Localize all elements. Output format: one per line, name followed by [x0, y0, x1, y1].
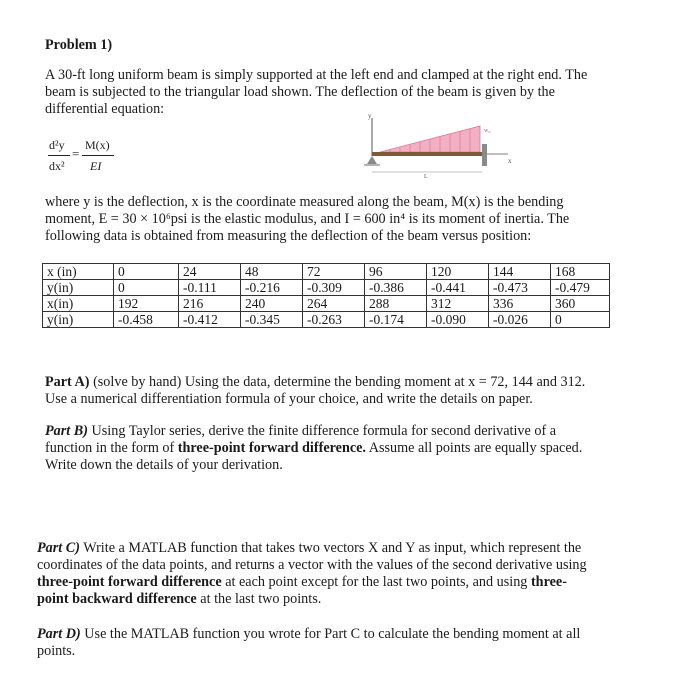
- part-d-line-2: points.: [37, 643, 76, 659]
- table-cell: 0: [114, 264, 179, 280]
- table-cell: 144: [489, 264, 551, 280]
- table-cell: -0.473: [489, 280, 551, 296]
- part-b-line-2-pre: function in the form of: [45, 440, 178, 456]
- description-line-2: moment, E = 30 × 10⁶psi is the elastic modulus, and I = 600 in⁴ is its moment of inertia. The: [45, 211, 570, 227]
- description-line-1: where y is the deflection, x is the coordinate measured along the beam, M(x) is the bending: [45, 194, 564, 210]
- table-cell: -0.345: [241, 312, 303, 328]
- part-c-line-3-bold-2: three-: [530, 574, 567, 590]
- part-b-line-3: Write down the details of your derivation.: [45, 457, 283, 473]
- table-cell: 192: [114, 296, 179, 312]
- table-cell: 312: [427, 296, 489, 312]
- length-label: L: [424, 174, 428, 180]
- table-cell: 0: [551, 312, 610, 328]
- y-axis-label: y: [368, 112, 372, 120]
- part-d-line-1: Use the MATLAB function you wrote for Part C to calculate the bending moment at all: [80, 626, 581, 642]
- table-cell: -0.026: [489, 312, 551, 328]
- part-a-line-2: Use a numerical differentiation formula of your choice, and write the details on paper.: [45, 391, 533, 407]
- row-label: x(in): [43, 296, 114, 312]
- table-cell: 288: [365, 296, 427, 312]
- table-cell: -0.174: [365, 312, 427, 328]
- row-label: x (in): [43, 264, 114, 280]
- data-table: [42, 263, 610, 328]
- part-c-line-4-post: at the last two points.: [196, 591, 322, 607]
- table-cell: 96: [365, 264, 427, 280]
- problem-title: Problem 1): [45, 37, 113, 53]
- table-cell: 240: [241, 296, 303, 312]
- table-cell: 360: [551, 296, 610, 312]
- part-c-line-4-bold: point backward difference: [37, 591, 197, 607]
- load-label: w₀: [484, 128, 491, 134]
- beam-figure: [358, 108, 518, 188]
- part-d-label: Part D): [37, 626, 81, 642]
- table-cell: 0: [114, 280, 179, 296]
- eq-sign: =: [72, 146, 80, 161]
- description-line-3: following data is obtained from measuring the deflection of the beam versus position:: [45, 228, 532, 244]
- table-row: [43, 312, 610, 328]
- part-d: [37, 626, 580, 660]
- table-cell: 48: [241, 264, 303, 280]
- eq-lhs-numerator: d²y: [49, 138, 65, 152]
- part-c-line-2: coordinates of the data points, and returns a vector with the values of the second derivative using: [37, 557, 587, 573]
- table-cell: 72: [303, 264, 365, 280]
- part-c-line-3-bold-1: three-point forward difference: [37, 574, 222, 590]
- row-label: y(in): [43, 312, 114, 328]
- intro-line-3: differential equation:: [45, 101, 165, 117]
- intro-line-1: A 30-ft long uniform beam is simply supported at the left end and clamped at the right end. The: [45, 67, 588, 83]
- part-b-line-2-post: Assume all points are equally spaced.: [365, 440, 583, 456]
- part-c: [37, 540, 587, 608]
- table-cell: -0.441: [427, 280, 489, 296]
- table-cell: -0.090: [427, 312, 489, 328]
- part-c-line-1: Write a MATLAB function that takes two vectors X and Y as input, which represent the: [79, 540, 582, 556]
- eq-rhs-numerator: M(x): [85, 138, 110, 152]
- part-b-label: Part B): [45, 423, 88, 439]
- part-b-line-2-bold: three-point forward difference.: [177, 440, 366, 456]
- table-cell: -0.386: [365, 280, 427, 296]
- part-b: [45, 423, 582, 474]
- eq-lhs-denominator: dx²: [49, 159, 65, 173]
- table-cell: -0.479: [551, 280, 610, 296]
- table-cell: 120: [427, 264, 489, 280]
- part-a: [45, 374, 585, 408]
- intro-line-2: beam is subjected to the triangular load shown. The deflection of the beam is given by the: [45, 84, 555, 100]
- part-c-line-3-mid: at each point except for the last two points, and using: [221, 574, 531, 590]
- table-cell: -0.216: [241, 280, 303, 296]
- row-label: y(in): [43, 280, 114, 296]
- table-cell: -0.458: [114, 312, 179, 328]
- x-axis-label: x: [508, 157, 512, 165]
- table-cell: -0.263: [303, 312, 365, 328]
- part-c-label: Part C): [37, 540, 80, 556]
- table-cell: 24: [179, 264, 241, 280]
- eq-rhs-denominator: EI: [90, 159, 102, 173]
- part-b-line-1: Using Taylor series, derive the finite difference formula for second derivative of a: [87, 423, 557, 439]
- table-cell: -0.412: [179, 312, 241, 328]
- table-cell: 216: [179, 296, 241, 312]
- part-a-label: Part A): [45, 374, 90, 390]
- table-cell: 264: [303, 296, 365, 312]
- table-row: [43, 280, 610, 296]
- part-a-line-1: (solve by hand) Using the data, determine the bending moment at x = 72, 144 and 312.: [89, 374, 586, 390]
- table-cell: 336: [489, 296, 551, 312]
- description-paragraph: [45, 194, 569, 245]
- table-cell: 168: [551, 264, 610, 280]
- table-row: [43, 264, 610, 280]
- table-cell: -0.309: [303, 280, 365, 296]
- table-row: [43, 296, 610, 312]
- table-cell: -0.111: [179, 280, 241, 296]
- differential-equation: [48, 138, 136, 178]
